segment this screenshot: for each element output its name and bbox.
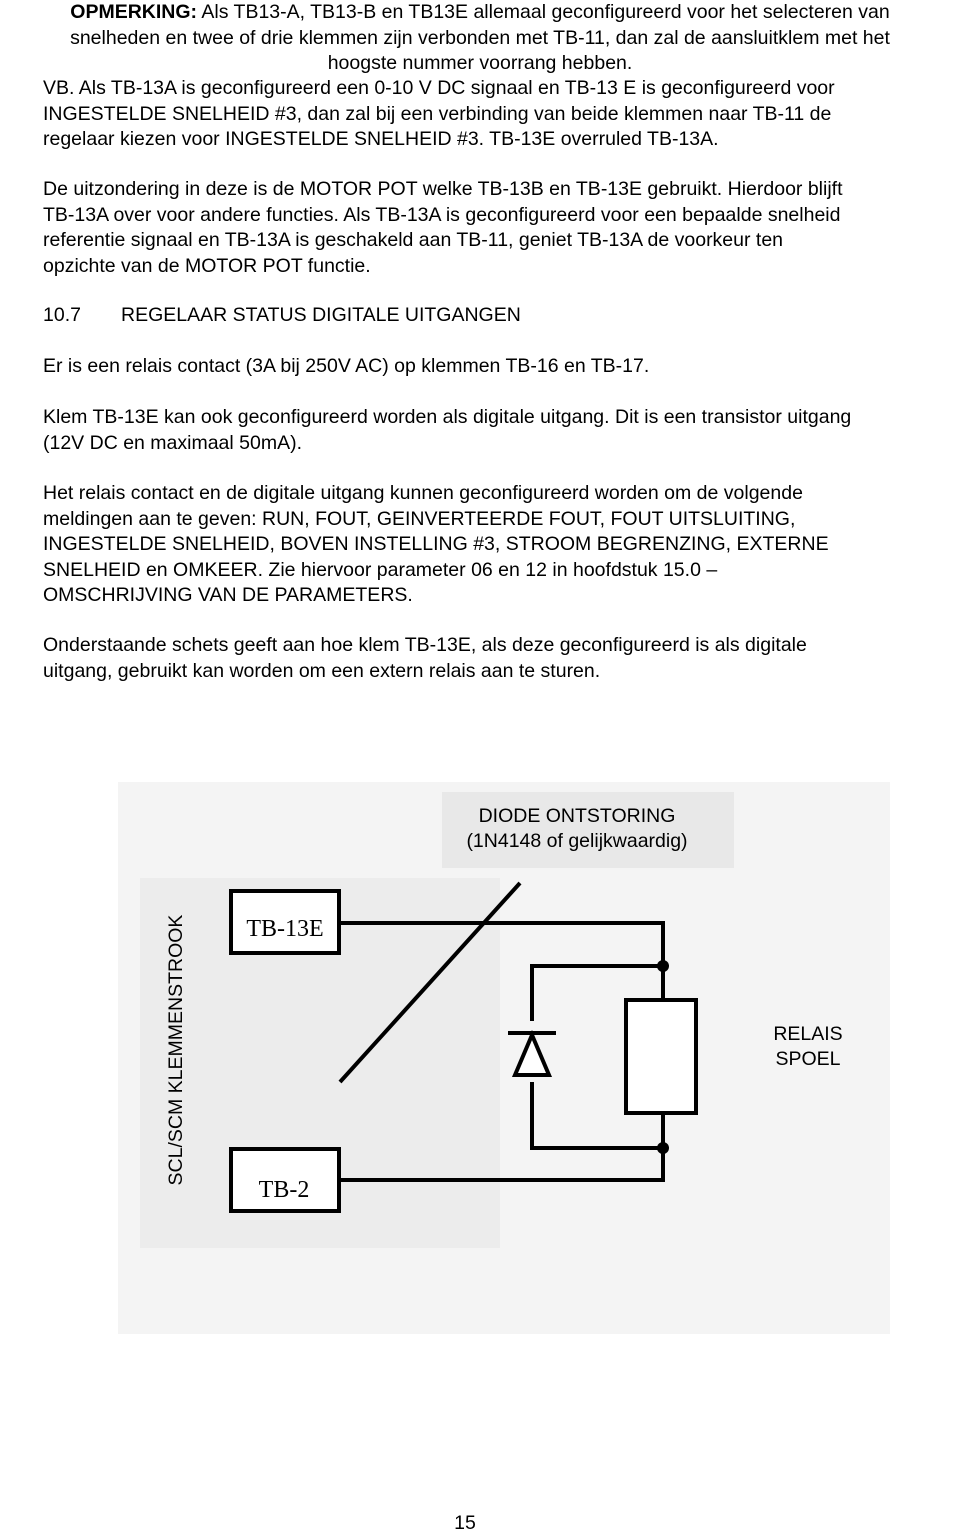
terminal-strip-label: SCL/SCM KLEMMENSTROOK xyxy=(165,914,187,1186)
signals-line: OMSCHRIJVING VAN DE PARAMETERS. xyxy=(43,584,413,606)
transistor-line: Klem TB-13E kan ook geconfigureerd worden als digitale uitgang. Dit is een transistor uitgang xyxy=(43,406,852,428)
note-line: snelheden en twee of drie klemmen zijn verbonden met TB-11, dan zal de aansluitklem met het xyxy=(70,26,890,49)
junction-dot xyxy=(657,960,669,972)
diode-label-line2: (1N4148 of gelijkwaardig) xyxy=(466,830,688,852)
note-label: OPMERKING: xyxy=(70,1,198,23)
example-line: INGESTELDE SNELHEID #3, dan zal bij een verbinding van beide klemmen naar TB-11 de xyxy=(43,102,832,125)
exception-line: opzichte van de MOTOR POT functie. xyxy=(43,254,371,277)
relay-line: Er is een relais contact (3A bij 250V AC) op klemmen TB-16 en TB-17. xyxy=(43,355,650,377)
section-heading xyxy=(43,303,521,329)
terminal-tb2-label: TB-2 xyxy=(258,1177,310,1203)
exception-line: referentie signaal en TB-13A is geschakeld aan TB-11, geniet TB-13A de voorkeur ten xyxy=(43,229,784,251)
relay-coil-icon xyxy=(626,1000,696,1113)
section-title: REGELAAR STATUS DIGITALE UITGANGEN xyxy=(121,304,521,326)
exception-line: TB-13A over voor andere functies. Als TB-13A is geconfigureerd voor een bepaalde snelheid xyxy=(43,203,841,226)
sketch-line: uitgang, gebruikt kan worden om een extern relais aan te sturen. xyxy=(43,659,601,682)
signals-line: meldingen aan te geven: RUN, FOUT, GEINVERTEERDE FOUT, FOUT UITSLUITING, xyxy=(43,507,796,530)
relay-label-line2: SPOEL xyxy=(775,1048,841,1070)
note-line: Als TB13-A, TB13-B en TB13E allemaal geconfigureerd voor het selecteren van xyxy=(201,1,890,23)
terminal-tb13e-label: TB-13E xyxy=(246,916,324,942)
signals-line: Het relais contact en de digitale uitgang kunnen geconfigureerd worden om de volgende xyxy=(43,482,803,504)
note-block xyxy=(0,0,960,77)
transistor-line: (12V DC en maximaal 50mA). xyxy=(43,431,303,454)
relay-label-line1: RELAIS xyxy=(773,1023,843,1045)
page-number: 15 xyxy=(454,1512,476,1534)
section-number: 10.7 xyxy=(43,304,81,326)
signals-line: INGESTELDE SNELHEID, BOVEN INSTELLING #3, STROOM BEGRENZING, EXTERNE xyxy=(43,533,829,555)
note-line: hoogste nummer voorrang hebben. xyxy=(327,52,633,74)
relay-paragraph xyxy=(43,354,958,380)
example-paragraph xyxy=(43,76,958,153)
exception-paragraph xyxy=(43,177,958,279)
wiring-diagram xyxy=(0,760,960,1360)
exception-line: De uitzondering in deze is de MOTOR POT welke TB-13B en TB-13E gebruikt. Hierdoor blijft xyxy=(43,178,843,200)
sketch-paragraph xyxy=(43,633,958,684)
example-line: VB. Als TB-13A is geconfigureerd een 0-10 V DC signaal en TB-13 E is geconfigureerd voor xyxy=(43,77,835,99)
sketch-line: Onderstaande schets geeft aan hoe klem TB-13E, als deze geconfigureerd is als digitale xyxy=(43,634,807,656)
signals-line: SNELHEID en OMKEER. Zie hiervoor parameter 06 en 12 in hoofdstuk 15.0 – xyxy=(43,558,718,581)
transistor-paragraph xyxy=(43,405,958,456)
example-line: regelaar kiezen voor INGESTELDE SNELHEID #3. TB-13E overruled TB-13A. xyxy=(43,128,719,150)
diode-label-line1: DIODE ONTSTORING xyxy=(478,805,676,827)
signals-paragraph xyxy=(43,481,958,609)
